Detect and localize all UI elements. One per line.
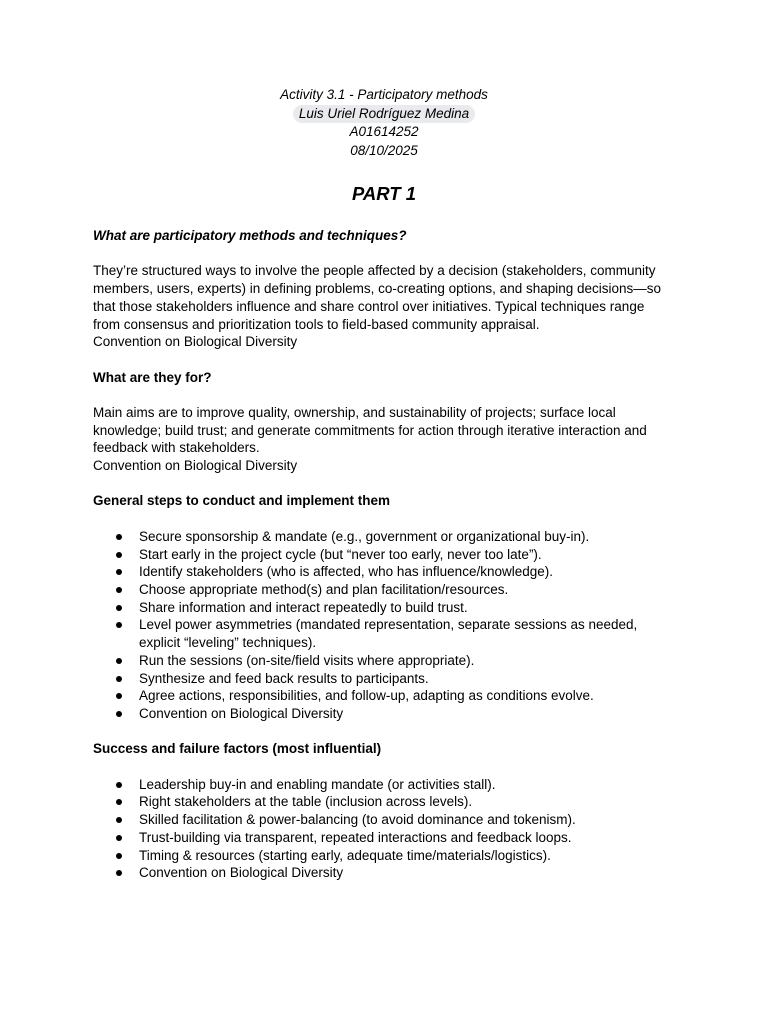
section-source-purpose: Convention on Biological Diversity [93, 458, 298, 474]
bullet-icon [116, 799, 122, 805]
list-item: Leadership buy-in and enabling mandate (or activities stall). [93, 776, 675, 794]
bullet-icon [116, 853, 122, 859]
list-item: Secure sponsorship & mandate (e.g., government or organizational buy-in). [93, 528, 675, 546]
list-item: Run the sessions (on-site/field visits where appropriate). [93, 652, 675, 670]
section-source-what: Convention on Biological Diversity [93, 334, 298, 350]
list-item: Start early in the project cycle (but “never too early, never too late”). [93, 546, 675, 564]
document-date: 08/10/2025 [350, 142, 418, 158]
document-header [93, 86, 675, 160]
bullet-icon [116, 587, 122, 593]
section-heading-steps: General steps to conduct and implement them [93, 493, 391, 509]
section-heading-purpose: What are they for? [93, 369, 212, 385]
bullet-icon [116, 534, 122, 540]
list-item: Level power asymmetries (mandated representation, separate sessions as needed, explicit “leveling” techniques). [93, 616, 675, 651]
list-item: Timing & resources (starting early, adequate time/materials/logistics). [93, 847, 675, 865]
section-heading-what: What are participatory methods and techniques? [93, 228, 407, 243]
bullet-icon [116, 622, 122, 628]
list-item: Right stakeholders at the table (inclusion across levels). [93, 793, 675, 811]
section-body-what: They’re structured ways to involve the people affected by a decision (stakeholders, community members, users, experts) in defining problems, co-creating options, and shaping decisions—so that those stakeholders influence and share control over initiatives. Typical techniques range from consensus and prioritization tools to field-based community appraisal. [93, 263, 662, 332]
student-id: A01614252 [349, 124, 419, 139]
bullet-icon [116, 569, 122, 575]
list-item: Choose appropriate method(s) and plan facilitation/resources. [93, 581, 675, 599]
bullet-icon [116, 693, 122, 699]
bullet-icon [116, 676, 122, 682]
bullet-icon [116, 782, 122, 788]
bullet-icon [116, 817, 122, 823]
list-item: Convention on Biological Diversity [93, 705, 675, 723]
activity-title: Activity 3.1 - Participatory methods [280, 87, 488, 102]
section-heading-factors: Success and failure factors (most influential) [93, 741, 382, 757]
bullet-icon [116, 870, 122, 876]
list-item: Identify stakeholders (who is affected, who has influence/knowledge). [93, 563, 675, 581]
factors-list [93, 776, 675, 882]
bullet-icon [116, 835, 122, 841]
section-body-purpose: Main aims are to improve quality, ownership, and sustainability of projects; surface local knowledge; build trust; and generate commitments for action through iterative interaction and feedback with stakeholders. [93, 404, 647, 456]
list-item: Trust-building via transparent, repeated interactions and feedback loops. [93, 829, 675, 847]
list-item: Share information and interact repeatedly to build trust. [93, 599, 675, 617]
author-name[interactable]: Luis Uriel Rodríguez Medina [293, 105, 475, 124]
steps-list [93, 528, 675, 723]
bullet-icon [116, 552, 122, 558]
bullet-icon [116, 605, 122, 611]
list-item: Skilled facilitation & power-balancing (to avoid dominance and tokenism). [93, 811, 675, 829]
list-item: Agree actions, responsibilities, and follow-up, adapting as conditions evolve. [93, 687, 675, 705]
list-item: Synthesize and feed back results to participants. [93, 670, 675, 688]
bullet-icon [116, 711, 122, 717]
list-item: Convention on Biological Diversity [93, 864, 675, 882]
bullet-icon [116, 658, 122, 664]
part-title: PART 1 [351, 183, 417, 204]
